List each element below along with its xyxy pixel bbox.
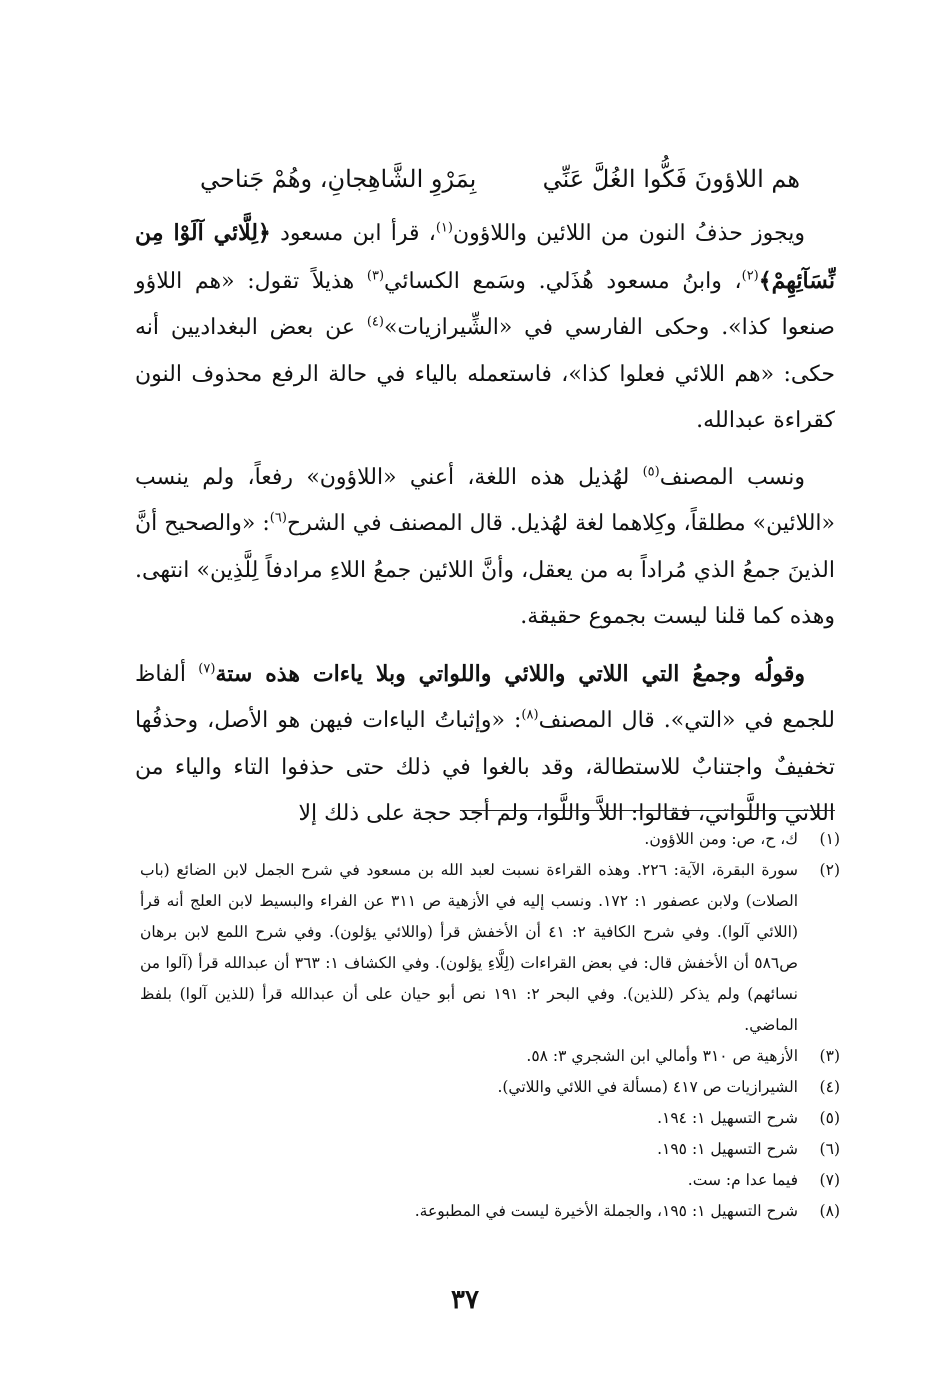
footnote-ref[interactable]: (٦) [269,510,287,526]
footnote-ref[interactable]: (٧) [198,661,216,677]
footnote-item [140,1134,840,1165]
poem-hemistich-left: بِمَرْوِ الشَّاهِجانِ، وهُمْ جَناحي [200,165,477,193]
footnote-number: (٥) [819,1109,840,1127]
footnote-number: (٨) [819,1202,840,1220]
footnotes [140,824,840,1227]
paragraph-text: ، وابنُ مسعود هُذَلي. وسَمع الكسائي [384,268,742,294]
paragraph-text: لهُذيل هذه اللغة، أعني «اللاؤون» رفعاً، ولم ينسب «اللائين» مطلقاً، وكِلاهما لغة لهُذيل. قال المصنف في الشرح [135,464,836,536]
footnote-number: (٦) [819,1140,840,1158]
footnote-ref[interactable]: (١) [435,220,453,236]
footnote-text: شرح التسهيل ١: ١٩٤. [657,1109,798,1127]
matn-quote: وقولُه وجمعُ التي اللاتي واللائي واللواتي وبلا ياءات هذه ستة [215,660,805,687]
footnote-text: فيما عدا م: ست. [687,1171,798,1189]
footnote-number: (٧) [819,1171,840,1189]
paragraph-1 [135,210,835,445]
footnote-item [140,824,840,855]
footnote-number: (٤) [819,1078,840,1096]
paragraph-text: : «والصحيح أنَّ الذينَ جمعُ الذي مُراداً به من يعقل، وأنَّ اللائين جمعُ اللاءِ مرادفاً لِلَّذِين» انتهى. وهذه كما قلنا ليست بجموع حقيقة. [135,511,835,629]
footnote-text: الشيرازيات ص ٤١٧ (مسألة في اللائي واللاتي). [497,1078,798,1096]
footnote-item [140,1165,840,1196]
footnote-text: الأزهية ص ٣١٠ وأمالي ابن الشجري ٣: ٥٨. [526,1047,798,1065]
poem-hemistich-right: هم اللاؤونَ فَكُّوا الغُلَّ عَنِّي [542,165,800,193]
footnote-item [140,1072,840,1103]
footnote-item [140,1196,840,1227]
footnote-ref[interactable]: (٥) [642,464,660,480]
footnote-number: (١) [819,830,840,848]
paragraph-text: ، قرأ ابن مسعود [270,221,436,246]
paragraph-text: عن بعض البغداديين أنه حكى: «هم اللائي فعلوا كذا»، فاستعمله بالياء في حالة الرفع محذوف النون كقراءة عبدالله. [135,315,835,433]
footnote-item [140,855,840,1041]
paragraph-text: : «وإثباتُ الياءات فيهن هو الأصل، وحذفُها تخفيفٌ واجتنابٌ للاستطالة، وقد بالغوا في ذلك حتى حذفوا التاء والياء من اللاتي واللَّواتي، فقالوا: اللاَّ واللَّوا، ولم أجد حجة على ذلك إلا [135,708,835,826]
paragraph-text: هذيلاً تقول: «هم اللاؤو صنعوا كذا». وحكى الفارسي في «الشِّيرازيات» [135,268,835,340]
poem-verse [200,154,800,204]
footnote-text: شرح التسهيل ١: ١٩٥، والجملة الأخيرة ليست في المطبوعة. [414,1202,798,1220]
quran-quote: ﴿لِلَّائي آلَوْا مِن نِّسَآئِهِمْ﴾ [135,220,835,294]
page-number: ٣٧ [451,1285,479,1315]
paragraph-text: ويجوز حذفُ النون من اللائين واللاؤون [452,221,805,246]
footnote-ref[interactable]: (٣) [366,268,385,284]
footnote-item [140,1103,840,1134]
footnote-ref[interactable]: (٢) [741,268,759,284]
footnote-number: (٢) [819,861,840,879]
footnote-ref[interactable]: (٨) [521,707,539,723]
main-text [135,210,835,848]
paragraph-2 [135,455,835,641]
footnote-divider [460,810,835,811]
footnote-number: (٣) [819,1047,840,1065]
footnote-text: سورة البقرة، الآية: ٢٢٦. وهذه القراءة نسبت لعبد الله بن مسعود في شرح الجمل لابن الضائع (باب الصلات) ولابن عصفور ١: ١٧٢. ونسب إليه في الأزهية ص ٣١١ عن الفراء والبسيط لابن العلج أنه قرأ (اللائي آلوا). وفي شرح الكافية ٢: ٤١ أن الأخفش قرأ (واللائي يؤلون). وفي شرح اللمع لابن برهان ص٥٨٦ أن الأخفش قال: في بعض القراءات (لِلَّاءِ يؤلون). وفي الكشاف ١: ٣٦٣ أن عبدالله قرأ (آلوا من نسائهم) ولم يذكر (للذين). وفي البحر ٢: ١٩١ نص أبو حيان على أن عبدالله قرأ (للذين آلوا) بلفظ الماضي. [140,861,799,1034]
paragraph-text: ونسب المصنف [659,464,806,490]
footnote-item [140,1041,840,1072]
paragraph-text: ألفاظ للجمع في «التي». قال المصنف [135,661,836,733]
footnote-text: ك، ح، ص: ومن اللاؤون. [644,830,798,848]
footnote-text: شرح التسهيل ١: ١٩٥. [657,1140,798,1158]
footnote-ref[interactable]: (٤) [366,314,384,330]
